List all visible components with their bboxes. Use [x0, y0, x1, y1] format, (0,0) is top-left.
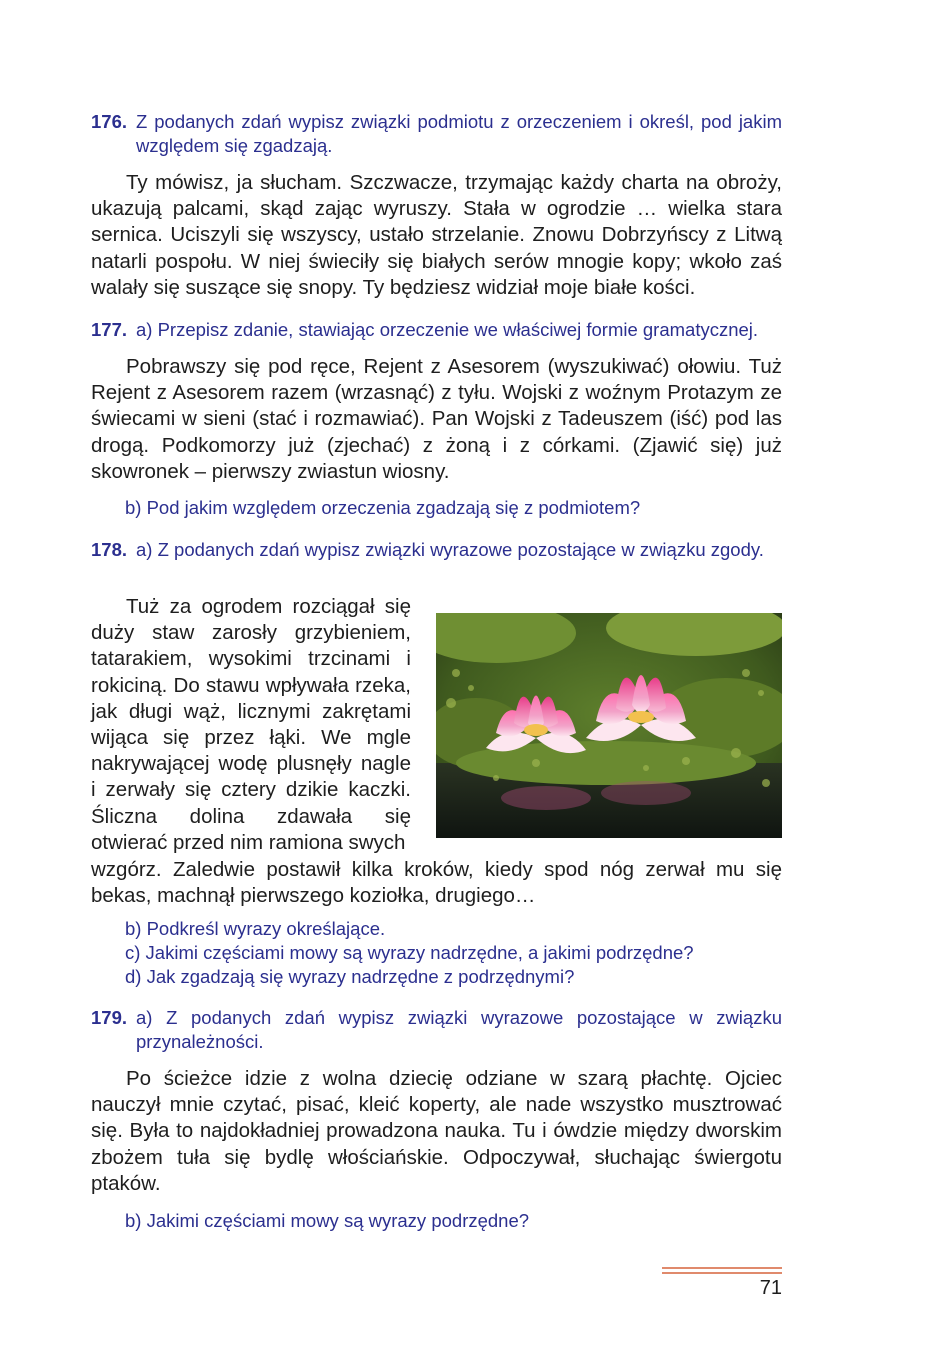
task-number: 178.: [91, 539, 128, 560]
task-179-text: [91, 1066, 782, 1197]
task-number: 179.: [91, 1007, 128, 1028]
task-176-instruction: [91, 110, 782, 157]
task-number: 177.: [91, 319, 128, 340]
water-lily-photo: [436, 613, 782, 838]
exercise-text: Po ścieżce idzie z wolna dziecię odziane w szarą płachtę. Ojciec nauczył mnie czytać, pisać, kleić koperty, ale nade wszystko musztrować się. Była to najdokładniej prowadzona nauka. Tu i ówdzie między dworskim zbożem tuła się bydlę włościańskie. Odpoczywał, słuchając świergotu ptaków.: [91, 1067, 782, 1195]
task-instruction: a) Z podanych zdań wypisz związki wyrazowe pozostające w związku zgody.: [136, 539, 764, 560]
task-178-text-wrapped: [91, 594, 411, 856]
task-178-sub-d: d) Jak zgadzają się wyrazy nadrzędne z podrzędnymi?: [125, 966, 575, 987]
task-176-text: [91, 170, 782, 301]
exercise-text: Ty mówisz, ja słucham. Szczwacze, trzymając każdy charta na obroży, ukazują palcami, skąd zając wyruszy. Stała w ogrodzie … wielka stara sernica. Uciszyli się wszyscy, ustało strzelanie. Znowu Dobrzyńscy z Litwą natarli pospołu. W niej świeciły się białych serów mnogie kopy; wkoło zaś walały się suszące się snopy. Ty będziesz widział moje białe kości.: [91, 171, 782, 299]
task-instruction: a) Przepisz zdanie, stawiając orzeczenie we właściwej formie gramatycznej.: [136, 319, 759, 340]
task-177-text: [91, 354, 782, 485]
exercise-text: Pobrawszy się pod ręce, Rejent z Asesorem (wyszukiwać) ołowiu. Tuż Rejent z Asesorem razem (wrzasnąć) z tyłu. Wojski z woźnym Protazym ze świecami w sieni (stać i rozmawiać). Pan Wojski z Tadeuszem (iść) pod las drogą. Podkomorzy już (zjechać) z żoną i z córkami. (Zjawić się) już skowronek – pierwszy zwiastun wiosny.: [91, 355, 782, 483]
task-instruction: Z podanych zdań wypisz związki podmiotu z orzeczeniem i określ, pod jakim względem się zgadzają.: [136, 111, 782, 156]
footer-rule: [662, 1267, 782, 1269]
page-number: 71: [759, 1277, 782, 1299]
task-178-sub-c: c) Jakimi częściami mowy są wyrazy nadrzędne, a jakimi podrzędne?: [125, 942, 694, 963]
task-178-instruction: [91, 538, 782, 562]
task-179-sub-b: b) Jakimi częściami mowy są wyrazy podrzędne?: [125, 1210, 530, 1231]
task-instruction: a) Z podanych zdań wypisz związki wyrazowe pozostające w związku przynależności.: [136, 1007, 782, 1052]
footer-rule: [662, 1272, 782, 1274]
task-178-sub-b: b) Podkreśl wyrazy określające.: [125, 918, 386, 939]
task-177-sub-b: b) Pod jakim względem orzeczenia zgadzają się z podmiotem?: [125, 497, 641, 518]
task-number: 176.: [91, 111, 128, 132]
task-177-instruction: [91, 318, 782, 342]
task-178-text-continued: wzgórz. Zaledwie postawił kilka kroków, kiedy spod nóg zerwał mu się bekas, machnął pierwszego koziołka, drugiego…: [91, 858, 782, 908]
exercise-text: Tuż za ogrodem rozciągał się duży staw zarosły grzybieniem, tatarakiem, wysokimi trzcinami i rokiciną. Do stawu wpływała rzeka, jak długi wąż, licznymi zakrętami wijąca się przez łąki. We mgle nakrywającej wodę plusnęły nagle i zerwały się cztery dzikie kaczki. Śliczna dolina zdawała się otwierać przed nim ramiona swych: [91, 595, 411, 854]
task-179-instruction: [91, 1006, 782, 1053]
